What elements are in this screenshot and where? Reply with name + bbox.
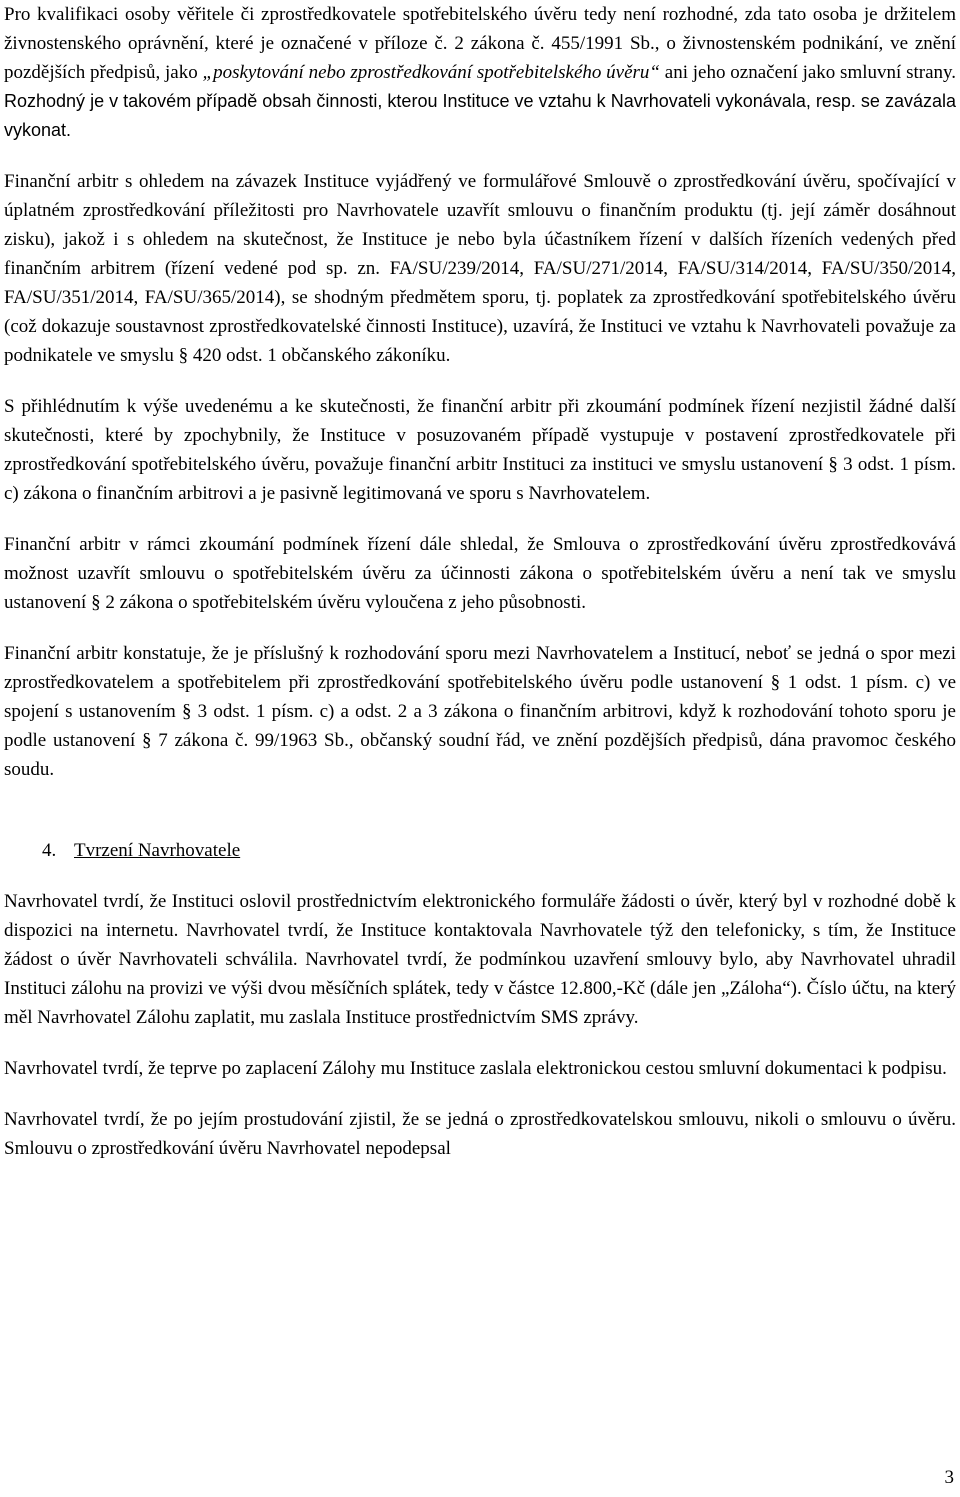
paragraph-1 [4, 0, 956, 145]
section-title: Tvrzení Navrhovatele [74, 840, 241, 861]
paragraph-1-sans: Rozhodný je v takovém případě obsah činnosti, kterou Instituce ve vztahu k Navrhovateli vykonávala, resp. se zavázala vykonat. [4, 91, 956, 140]
paragraph-1-text: Pro kvalifikaci osoby věřitele či zprostředkovatele spotřebitelského úvěru tedy není rozhodné, zda tato osoba je držitelem živnostenského oprávnění, které je označené v příloze č. 2 zákona č. 455/1991 Sb., o živnostenském podnikání, ve znění pozdějších předpisů, jako [4, 4, 956, 83]
paragraph-7: Navrhovatel tvrdí, že teprve po zaplacení Zálohy mu Instituce zaslala elektronickou cestou smluvní dokumentaci k podpisu. [4, 1058, 947, 1079]
paragraph-2: Finanční arbitr s ohledem na závazek Instituce vyjádřený ve formulářové Smlouvě o zprostředkování úvěru, spočívající v úplatném zprostředkování příležitosti pro Navrhovatele uzavřít smlouvu o finančním produktu (tj. její záměr dosáhnout zisku), jakož i s ohledem na skutečnost, že Instituce je nebo byla účastníkem řízení v dalších řízeních vedených před finančním arbitrem (řízení vedené pod sp. zn. FA/SU/239/2014, FA/SU/271/2014, FA/SU/314/2014, FA/SU/350/2014, FA/SU/351/2014, FA/SU/365/2014), se shodným předmětem sporu, tj. poplatek za zprostředkování spotřebitelského úvěru (což dokazuje soustavnost zprostředkovatelské činnosti Instituce), uzavírá, že Instituci ve vztahu k Navrhovateli považuje za podnikatele ve smyslu § 420 odst. 1 občanského zákoníku. [4, 171, 956, 366]
page-number: 3 [944, 1467, 954, 1488]
section-heading [42, 836, 956, 865]
paragraph-3: S přihlédnutím k výše uvedenému a ke skutečnosti, že finanční arbitr při zkoumání podmínek řízení nezjistil žádné další skutečnosti, které by zpochybnily, že Instituce v posuzovaném případě vystupuje v postavení zprostředkovatele při zprostředkování spotřebitelského úvěru, považuje finanční arbitr Instituci za instituci ve smyslu ustanovení § 3 odst. 1 písm. c) zákona o finančním arbitrovi a je pasivně legitimovaná ve sporu s Navrhovatelem. [4, 396, 956, 504]
paragraph-8: Navrhovatel tvrdí, že po jejím prostudování zjistil, že se jedná o zprostředkovatelskou smlouvu, nikoli o smlouvu o úvěru. Smlouvu o zprostředkování úvěru Navrhovatel nepodepsal [4, 1109, 956, 1159]
paragraph-1-italic: „poskytování nebo zprostředkování spotřebitelského úvěru“ [202, 62, 660, 83]
paragraph-6: Navrhovatel tvrdí, že Instituci oslovil prostřednictvím elektronického formuláře žádosti o úvěr, který byl v rozhodné době k dispozici na internetu. Navrhovatel tvrdí, že Instituce kontaktovala Navrhovatele týž den telefonicky, s tím, že Instituce žádost o úvěr Navrhovateli schválila. Navrhovatel tvrdí, že podmínkou uzavření smlouvy bylo, aby Navrhovatel uhradil Instituci zálohu na provizi ve výši dvou měsíčních splátek, tedy v částce 12.800,-Kč (dále jen „Záloha“). Číslo účtu, na který měl Navrhovatel Zálohu zaplatit, mu zaslala Instituce prostřednictvím SMS zprávy. [4, 891, 956, 1028]
paragraph-5: Finanční arbitr konstatuje, že je příslušný k rozhodování sporu mezi Navrhovatelem a Institucí, neboť se jedná o spor mezi zprostředkovatelem a spotřebitelem při zprostředkování spotřebitelského úvěru podle ustanovení § 1 odst. 1 písm. c) ve spojení s ustanovením § 3 odst. 1 písm. c) a odst. 2 a 3 zákona o finančním arbitrovi, když k rozhodování tohoto sporu je podle ustanovení § 7 zákona č. 99/1963 Sb., občanský soudní řád, ve znění pozdějších předpisů, dána pravomoc českého soudu. [4, 643, 956, 780]
paragraph-4: Finanční arbitr v rámci zkoumání podmínek řízení dále shledal, že Smlouva o zprostředkování úvěru zprostředkovává možnost uzavřít smlouvu o spotřebitelském úvěru za účinnosti zákona o spotřebitelském úvěru a není tak ve smyslu ustanovení § 2 zákona o spotřebitelském úvěru vyloučena z jeho působnosti. [4, 534, 956, 613]
section-number: 4. [42, 840, 57, 861]
paragraph-1-tail: ani jeho označení jako smluvní strany. [664, 62, 957, 83]
document-page [4, 0, 956, 1185]
